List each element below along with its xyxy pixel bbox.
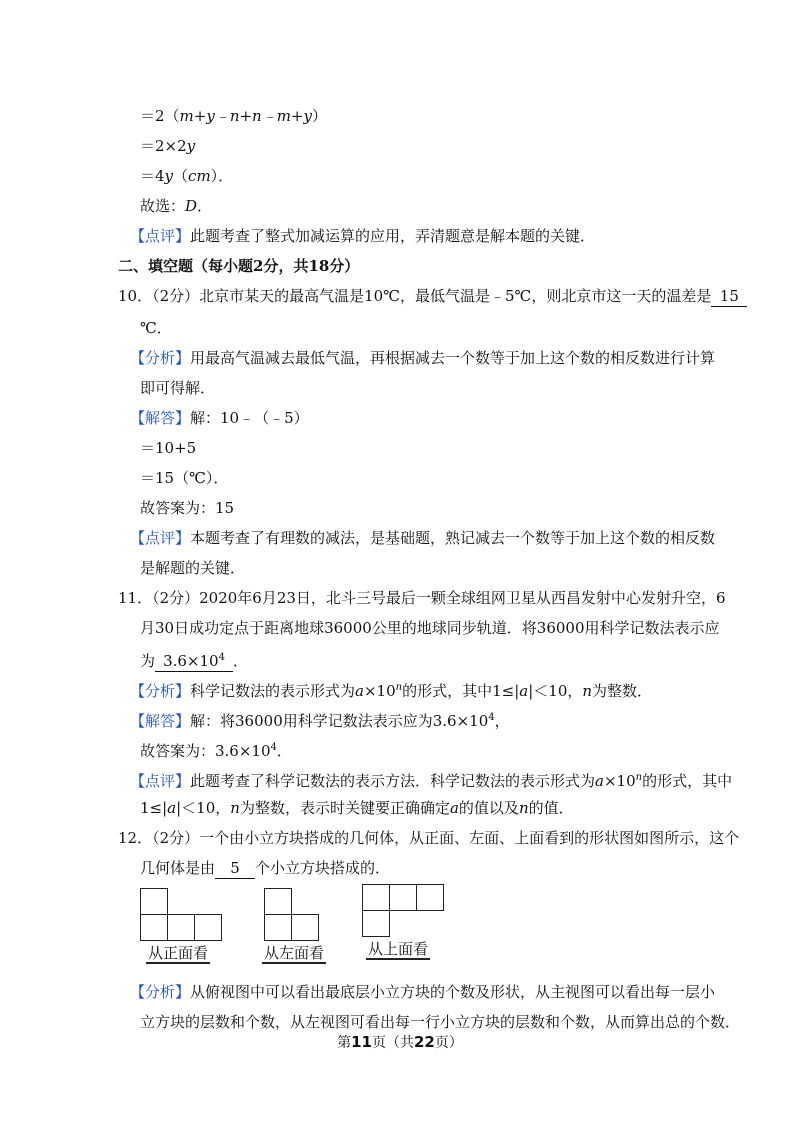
text: ＝2（ [140, 107, 180, 125]
cube-square [389, 884, 417, 911]
text: （ [173, 167, 189, 185]
text: 为 [140, 652, 156, 670]
text: ． [233, 652, 249, 670]
text: ）． [210, 167, 234, 185]
text: ＝2×2 [140, 137, 187, 155]
text: 1≤| [140, 799, 168, 817]
text: 解：将36000用科学记数法表示应为3.6×10 [190, 712, 489, 730]
comment-tag: 【点评】 [130, 227, 191, 245]
cube-square [140, 888, 168, 915]
text: 个小立方块搭成的． [255, 859, 391, 877]
analysis-tag: 【分析】 [130, 349, 191, 367]
text: 为整数． [592, 682, 653, 700]
q12-analysis-2: 立方块的层数和个数，从左视图可看出每一行小立方块的层数和个数，从而算出总的个数． [140, 1013, 741, 1031]
answer-blank: 5 [215, 858, 255, 879]
q10-analysis-1 [130, 348, 715, 368]
top-view-figure [360, 884, 450, 964]
solution-line-4 [140, 196, 212, 216]
text: 的形式，其中1≤| [402, 682, 520, 700]
footer-text: 页） [434, 1035, 463, 1051]
section-title: 二、填空题（每小题2分，共18分） [118, 257, 360, 275]
footer-text: 第 [337, 1035, 352, 1051]
math-expression: cm [188, 167, 211, 185]
text: 故选： [140, 197, 186, 215]
cube-square [416, 884, 444, 911]
q11-analysis [130, 678, 652, 701]
q10-solution-2: ＝10+5 [140, 439, 197, 457]
solution-line-1 [140, 106, 327, 126]
q12-line-1: 12．（2分）一个由小立方块搭成的几何体，从正面、左面、上面看到的形状图如图所示，这个 [118, 829, 740, 847]
math-expression: y [164, 167, 174, 185]
solution-text: 解：10﹣（﹣5） [190, 409, 309, 427]
answer-base: 3.6×10 [163, 652, 219, 670]
math-var: a [449, 799, 459, 817]
cube-square [140, 914, 168, 941]
answer-exponent: 4 [218, 652, 225, 663]
solution-line-3 [140, 166, 233, 186]
q11-comment-2 [140, 798, 574, 818]
text: ×10 [603, 772, 636, 790]
q10-analysis-2: 即可得解． [140, 379, 216, 397]
math-expression: y [186, 137, 196, 155]
text: 的形式，其中 [642, 772, 733, 790]
left-view-figure [262, 888, 342, 964]
q10-solution-1 [130, 408, 309, 428]
q10-comment-2: 是解题的关键． [140, 559, 246, 577]
q12-analysis-1 [130, 982, 715, 1002]
analysis-text: 用最高气温减去最低气温，再根据减去一个数等于加上这个数的相反数进行计算 [190, 349, 716, 367]
comment-text: 本题考查了有理数的减法，是基础题，熟记减去一个数等于加上这个数的相反数 [190, 529, 716, 547]
text: 的值以及 [458, 799, 519, 817]
q10-line-1 [118, 286, 747, 307]
q11-solution [130, 708, 510, 731]
cube-square [291, 914, 319, 941]
comment-line [130, 226, 595, 246]
cube-square [167, 914, 195, 941]
q10-comment-1 [130, 528, 715, 548]
page-footer [0, 1032, 800, 1052]
text: 的值． [528, 799, 574, 817]
analysis-tag: 【分析】 [130, 682, 191, 700]
text: 几何体是由 [140, 859, 216, 877]
total-pages: 22 [414, 1033, 435, 1051]
q11-line-3 [140, 648, 248, 672]
text: ． [197, 197, 213, 215]
q10-final-answer: 故答案为：15 [140, 499, 235, 517]
cube-square [264, 888, 292, 915]
question-text: 10．（2分）北京市某天的最高气温是10℃，最低气温是﹣5℃，则北京市这一天的温差是 [118, 287, 712, 305]
text: ． [276, 742, 292, 760]
text: ×10 [363, 682, 396, 700]
cube-square [264, 914, 292, 941]
text: 此题考查了科学记数法的表示方法．科学记数法的表示形式为 [190, 772, 596, 790]
math-expression: D [185, 197, 198, 215]
text: ） [311, 107, 327, 125]
math-var: n [230, 799, 240, 817]
page-number: 11 [351, 1033, 372, 1051]
solution-tag: 【解答】 [130, 409, 191, 427]
left-view-caption: 从左面看 [264, 944, 325, 962]
math-var: n [518, 799, 529, 817]
front-view-figure [138, 888, 228, 964]
text: 故答案为：3.6×10 [140, 742, 271, 760]
text: |＜10， [176, 799, 231, 817]
math-expression: m+y﹣n+n﹣m+y [179, 107, 312, 125]
exponent: 4 [270, 742, 277, 753]
text: ， [494, 712, 510, 730]
text: 科学记数法的表示形式为 [190, 682, 356, 700]
q11-line-1: 11．（2分）2020年6月23日，北斗三号最后一颗全球组网卫星从西昌发射中心发射升空，6 [118, 589, 726, 607]
comment-tag: 【点评】 [130, 529, 191, 547]
front-view-caption: 从正面看 [148, 944, 209, 962]
math-var: a [595, 772, 604, 790]
solution-line-2 [140, 136, 195, 156]
footer-text: 页（共 [372, 1035, 414, 1051]
comment-tag: 【点评】 [130, 772, 191, 790]
math-var: n [582, 682, 593, 700]
q10-line-2: ℃． [140, 319, 172, 337]
text: 为整数，表示时关键要正确确定 [239, 799, 450, 817]
cube-square [362, 910, 390, 937]
comment-text: 此题考查了整式加减运算的应用，弄清题意是解本题的关键． [190, 227, 596, 245]
exponent: 4 [488, 712, 495, 723]
answer-blank [155, 648, 233, 672]
math-exponent: n [395, 682, 403, 693]
q11-comment-1 [130, 768, 732, 791]
q11-final-answer [140, 738, 292, 761]
text: |＜10， [528, 682, 583, 700]
math-var: a [519, 682, 529, 700]
q11-line-2: 月30日成功定点于距离地球36000公里的地球同步轨道．将36000用科学记数法表示应 [140, 619, 720, 637]
analysis-tag: 【分析】 [130, 983, 191, 1001]
q12-line-2 [140, 858, 390, 879]
top-view-caption: 从上面看 [368, 940, 429, 958]
math-var: a [355, 682, 364, 700]
analysis-text: 从俯视图中可以看出最底层小立方块的个数及形状，从主视图可以看出每一层小 [190, 983, 716, 1001]
math-exponent: n [635, 772, 643, 783]
cube-square [194, 914, 222, 941]
answer-blank: 15 [711, 286, 747, 307]
text: ＝4 [140, 167, 165, 185]
cube-square [362, 884, 390, 911]
q10-solution-3: ＝15（℃）． [140, 469, 229, 487]
math-var: a [167, 799, 177, 817]
solution-tag: 【解答】 [130, 712, 191, 730]
